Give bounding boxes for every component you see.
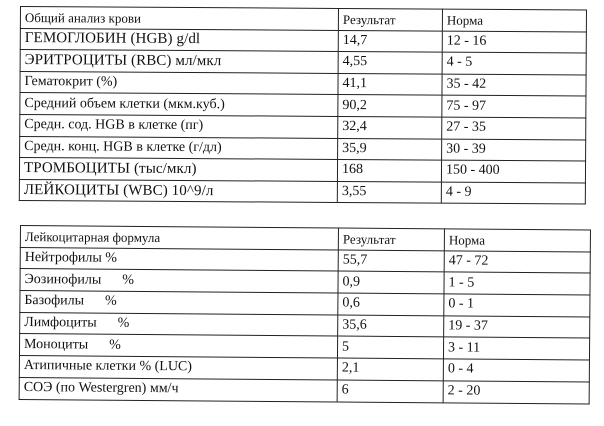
blood-test-table — [19, 6, 587, 205]
row-name: Средн. сод. HGB в клетке (пг) — [20, 114, 338, 138]
row-norm: 27 - 35 — [442, 117, 586, 139]
row-name: Моноциты % — [19, 334, 337, 358]
row-result: 55,7 — [338, 250, 444, 273]
row-norm: 47 - 72 — [444, 251, 590, 274]
row-result: 14,7 — [338, 30, 442, 52]
row-norm: 2 - 20 — [443, 381, 589, 404]
row-name: Базофилы % — [20, 291, 338, 315]
column-header-result: Результат — [338, 228, 444, 251]
row-result: 90,2 — [338, 95, 442, 117]
row-name: Эозинофилы % — [20, 269, 338, 293]
table-row — [19, 377, 589, 403]
row-result: 168 — [337, 160, 441, 182]
row-norm: 4 - 9 — [441, 182, 585, 204]
row-norm: 3 - 11 — [443, 337, 589, 360]
row-norm: 19 - 37 — [444, 316, 590, 339]
row-norm: 30 - 39 — [442, 139, 586, 161]
row-name: ЭРИТРОЦИТЫ (RBC) мл/мкл — [20, 50, 338, 74]
row-name: Гематокрит (%) — [20, 71, 338, 95]
row-result: 2,1 — [337, 358, 443, 381]
row-norm: 12 - 16 — [442, 31, 586, 53]
row-norm: 0 - 4 — [443, 359, 589, 382]
column-header-name: Лейкоцитарная формула — [20, 226, 338, 250]
row-name: Средний объем клетки (мкм.куб.) — [20, 93, 338, 117]
row-result: 5 — [337, 336, 443, 359]
column-header-result: Результат — [338, 8, 442, 30]
row-result: 41,1 — [338, 73, 442, 95]
row-name: СОЭ (по Westergren) мм/ч — [19, 377, 337, 401]
row-norm: 150 - 400 — [441, 160, 585, 182]
column-header-norm: Норма — [442, 9, 586, 31]
column-header-name: Общий анализ крови — [20, 7, 338, 31]
row-name: Средн. конц. HGB в клетке (г/дл) — [20, 136, 338, 160]
table-row — [19, 179, 585, 204]
column-header-norm: Норма — [444, 229, 590, 252]
row-result: 0,9 — [338, 271, 444, 294]
row-result: 3,55 — [337, 181, 441, 203]
row-result: 35,9 — [338, 138, 442, 160]
row-name: ЛЕЙКОЦИТЫ (WBC) 10^9/л — [19, 179, 337, 203]
row-norm: 4 - 5 — [442, 52, 586, 74]
row-name: Лимфоциты % — [20, 312, 338, 336]
row-result: 32,4 — [338, 116, 442, 138]
row-result: 35,6 — [338, 315, 444, 338]
row-norm: 1 - 5 — [444, 272, 590, 295]
row-norm: 75 - 97 — [442, 95, 586, 117]
row-name: Нейтрофилы % — [20, 247, 338, 271]
row-name: ТРОМБОЦИТЫ (тыс/мкл) — [19, 158, 337, 182]
row-norm: 0 - 1 — [444, 294, 590, 317]
row-name: Атипичные клетки % (LUC) — [19, 356, 337, 380]
row-result: 6 — [337, 380, 443, 403]
row-result: 0,6 — [338, 293, 444, 316]
row-name: ГЕМОГЛОБИН (HGB) g/dl — [20, 28, 338, 52]
row-result: 4,55 — [338, 52, 442, 74]
leukocyte-formula-table — [19, 225, 591, 404]
row-norm: 35 - 42 — [442, 74, 586, 96]
